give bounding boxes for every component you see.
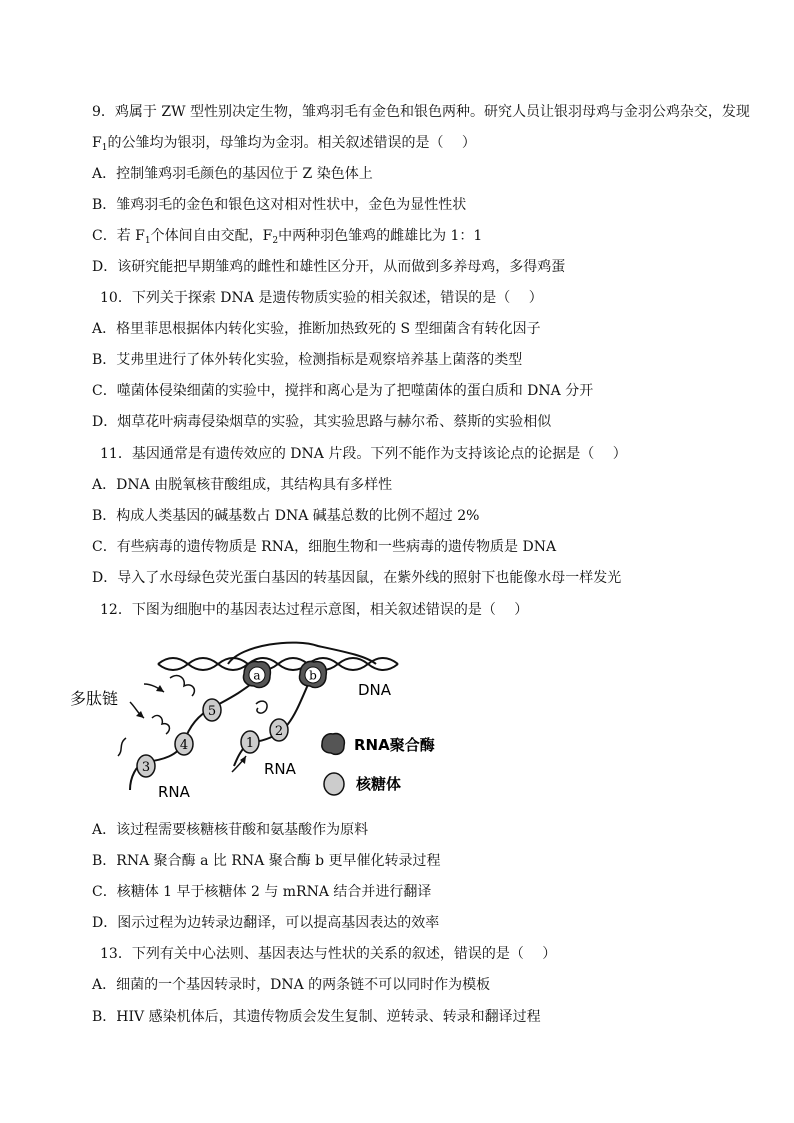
- ribosome-4: [175, 733, 193, 755]
- question-12-option-a: A．该过程需要核糖核苷酸和氨基酸作为原料: [92, 822, 369, 838]
- label-polypeptide: 多肽链: [70, 689, 119, 708]
- question-11-stem: [100, 444, 627, 464]
- subscript: 1: [101, 143, 108, 153]
- rna-polymerase-a: [243, 662, 270, 688]
- question-10-stem-text: 下列关于探索 DNA 是遗传物质实验的相关叙述，错误的是（ ）: [131, 290, 543, 306]
- legend-polymerase-swatch: [322, 734, 345, 755]
- ribosome-1-label: 1: [245, 736, 255, 751]
- ribosome-5: [203, 699, 221, 721]
- label-rna-left: RNA: [158, 783, 190, 801]
- legend-ribosome-swatch: [324, 773, 344, 795]
- gene-expression-figure: [66, 638, 466, 816]
- subscript: 2: [272, 236, 279, 246]
- option-text: 个体间自由交配，F: [150, 228, 273, 244]
- ribosome-3-label: 3: [141, 760, 151, 775]
- rna-polymerase-b: [299, 662, 326, 688]
- question-10-number: 10．: [100, 290, 132, 306]
- question-9-stem-text: 鸡属于 ZW 型性别决定生物，雏鸡羽毛有金色和银色两种。研究人员让银羽母鸡与金羽公鸡杂交，发现: [114, 104, 750, 120]
- ribosome-4-label: 4: [179, 738, 189, 753]
- question-11-stem-text: 基因通常是有遗传效应的 DNA 片段。下列不能作为支持该论点的论据是（ ）: [131, 446, 627, 462]
- gene-expression-diagram: [66, 638, 466, 816]
- question-9-option-c: [92, 226, 482, 246]
- question-13-stem-text: 下列有关中心法则、基因表达与性状的关系的叙述，错误的是（ ）: [131, 946, 557, 962]
- question-10-option-d: D．烟草花叶病毒侵染烟草的实验，其实验思路与赫尔希、蔡斯的实验相似: [92, 414, 552, 430]
- question-13-stem: [100, 944, 556, 964]
- question-12-option-d: D．图示过程为边转录边翻译，可以提高基因表达的效率: [92, 915, 440, 931]
- question-12-option-b: B．RNA 聚合酶 a 比 RNA 聚合酶 b 更早催化转录过程: [92, 853, 441, 869]
- option-text: 中两种羽色雏鸡的雌雄比为 1：1: [278, 228, 483, 244]
- question-11-option-b: B．构成人类基因的碱基数占 DNA 碱基总数的比例不超过 2%: [92, 508, 480, 524]
- question-9-stem-text-2: 的公雏均为银羽，母雏均为金羽。相关叙述错误的是（ ）: [107, 135, 476, 151]
- question-10-option-b: B．艾弗里进行了体外转化实验，检测指标是观察培养基上菌落的类型: [92, 352, 523, 368]
- label-dna: DNA: [358, 681, 392, 699]
- f1-symbol: F: [92, 135, 102, 151]
- question-13-number: 13．: [100, 946, 132, 962]
- question-11-option-c: C．有些病毒的遗传物质是 RNA，细胞生物和一些病毒的遗传物质是 DNA: [92, 539, 557, 555]
- question-9-option-d: D．该研究能把早期雏鸡的雌性和雄性区分开，从而做到多养母鸡，多得鸡蛋: [92, 259, 566, 275]
- question-9-stem-line1: [92, 102, 750, 122]
- polymerase-b-label: b: [309, 668, 317, 683]
- subscript: 1: [144, 236, 151, 246]
- question-12-stem: [100, 600, 528, 620]
- question-11-option-a: A．DNA 由脱氧核苷酸组成，其结构具有多样性: [92, 477, 393, 493]
- ribosome-3: [137, 755, 155, 777]
- question-13-option-b: B．HIV 感染机体后，其遗传物质会发生复制、逆转录、转录和翻译过程: [92, 1009, 541, 1025]
- ribosome-5-label: 5: [207, 704, 217, 719]
- legend-ribosome-label: 核糖体: [356, 775, 402, 793]
- ribosome-2-label: 2: [274, 724, 284, 739]
- legend-polymerase-label: RNA聚合酶: [354, 736, 435, 754]
- question-12-option-c: C．核糖体 1 早于核糖体 2 与 mRNA 结合并进行翻译: [92, 884, 432, 900]
- question-11-number: 11．: [100, 446, 132, 462]
- polypeptide-4: [256, 701, 267, 713]
- ribosome-1: [241, 731, 259, 753]
- polypeptide-2: [152, 716, 169, 734]
- question-9-stem-line2: [92, 133, 476, 153]
- question-10-stem: [100, 288, 543, 308]
- question-9-option-b: B．雏鸡羽毛的金色和银色这对相对性状中，金色为显性性状: [92, 197, 467, 213]
- question-10-option-a: A．格里菲思根据体内转化实验，推断加热致死的 S 型细菌含有转化因子: [92, 321, 541, 337]
- question-9-number: 9．: [92, 104, 115, 120]
- option-text: C．若 F: [92, 228, 145, 244]
- polymerase-a-label: a: [253, 668, 261, 683]
- polypeptide-3: [118, 738, 126, 756]
- question-9-option-a: A．控制雏鸡羽毛颜色的基因位于 Z 染色体上: [92, 166, 373, 182]
- question-11-option-d: D．导入了水母绿色荧光蛋白基因的转基因鼠，在紫外线的照射下也能像水母一样发光: [92, 570, 622, 586]
- label-rna-mid: RNA: [264, 760, 296, 778]
- ribosome-2: [270, 719, 288, 741]
- polypeptide-1: [170, 676, 194, 696]
- question-12-number: 12．: [100, 602, 132, 618]
- question-10-option-c: C．噬菌体侵染细菌的实验中，搅拌和离心是为了把噬菌体的蛋白质和 DNA 分开: [92, 383, 594, 399]
- question-12-stem-text: 下图为细胞中的基因表达过程示意图，相关叙述错误的是（ ）: [131, 602, 529, 618]
- question-13-option-a: A．细菌的一个基因转录时，DNA 的两条链不可以同时作为模板: [92, 977, 491, 993]
